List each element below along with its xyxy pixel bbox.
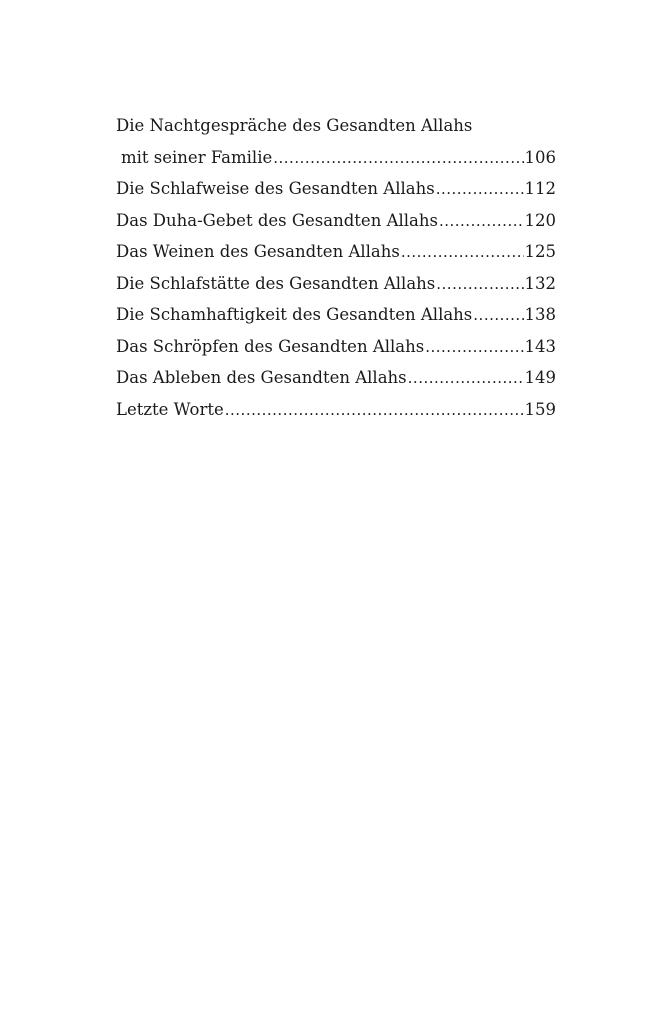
toc-heading-line (116, 110, 556, 142)
toc-leader-dots (436, 269, 523, 301)
toc-leader-dots (436, 174, 524, 206)
toc-leader-dots (408, 363, 524, 395)
toc-page-number: 125 (524, 242, 556, 261)
toc-entry-title: Das Ableben des Gesandten Allahs (116, 368, 407, 387)
toc-entry-title: Das Schröpfen des Gesandten Allahs (116, 336, 425, 356)
toc-leader-dots (425, 332, 523, 364)
toc-entry[interactable] (116, 236, 556, 268)
toc-entry-title: Das Weinen des Gesandten Allahs (116, 242, 400, 261)
toc-entry-title: Die Schlafstätte des Gesandten Allahs (116, 273, 436, 293)
toc-entry-title: Die Nachtgespräche des Gesandten Allahs (116, 116, 473, 135)
toc-page-number: 120 (524, 210, 556, 230)
toc-entry[interactable] (116, 268, 556, 300)
toc-page-number: 159 (524, 399, 556, 419)
toc-entry-title: Die Schamhaftigkeit des Gesandten Allahs (116, 305, 473, 324)
toc-page-number: 138 (524, 305, 556, 324)
toc-entry[interactable] (116, 205, 556, 237)
toc-entry[interactable] (116, 394, 556, 426)
toc-page-number: 106 (524, 147, 556, 167)
toc-entry[interactable] (116, 142, 556, 174)
toc-entry-title: Das Duha-Gebet des Gesandten Allahs (116, 210, 438, 230)
toc-leader-dots (439, 206, 524, 238)
toc-leader-dots (473, 300, 523, 332)
toc-entry-title: Letzte Worte (116, 399, 224, 419)
toc-entry[interactable] (116, 173, 556, 205)
toc-entry[interactable] (116, 299, 556, 331)
toc-leader-dots (401, 237, 524, 269)
toc-entry-title: mit seiner Familie (121, 147, 273, 167)
toc-entry[interactable] (116, 331, 556, 363)
table-of-contents (116, 110, 556, 425)
toc-page-number: 132 (524, 273, 556, 293)
toc-leader-dots (273, 143, 523, 175)
toc-page-number: 143 (524, 336, 556, 356)
toc-page-number: 112 (524, 179, 556, 198)
toc-entry[interactable] (116, 362, 556, 394)
toc-page-number: 149 (524, 368, 556, 387)
toc-leader-dots (225, 395, 524, 427)
toc-entry-title: Die Schlafweise des Gesandten Allahs (116, 179, 435, 198)
